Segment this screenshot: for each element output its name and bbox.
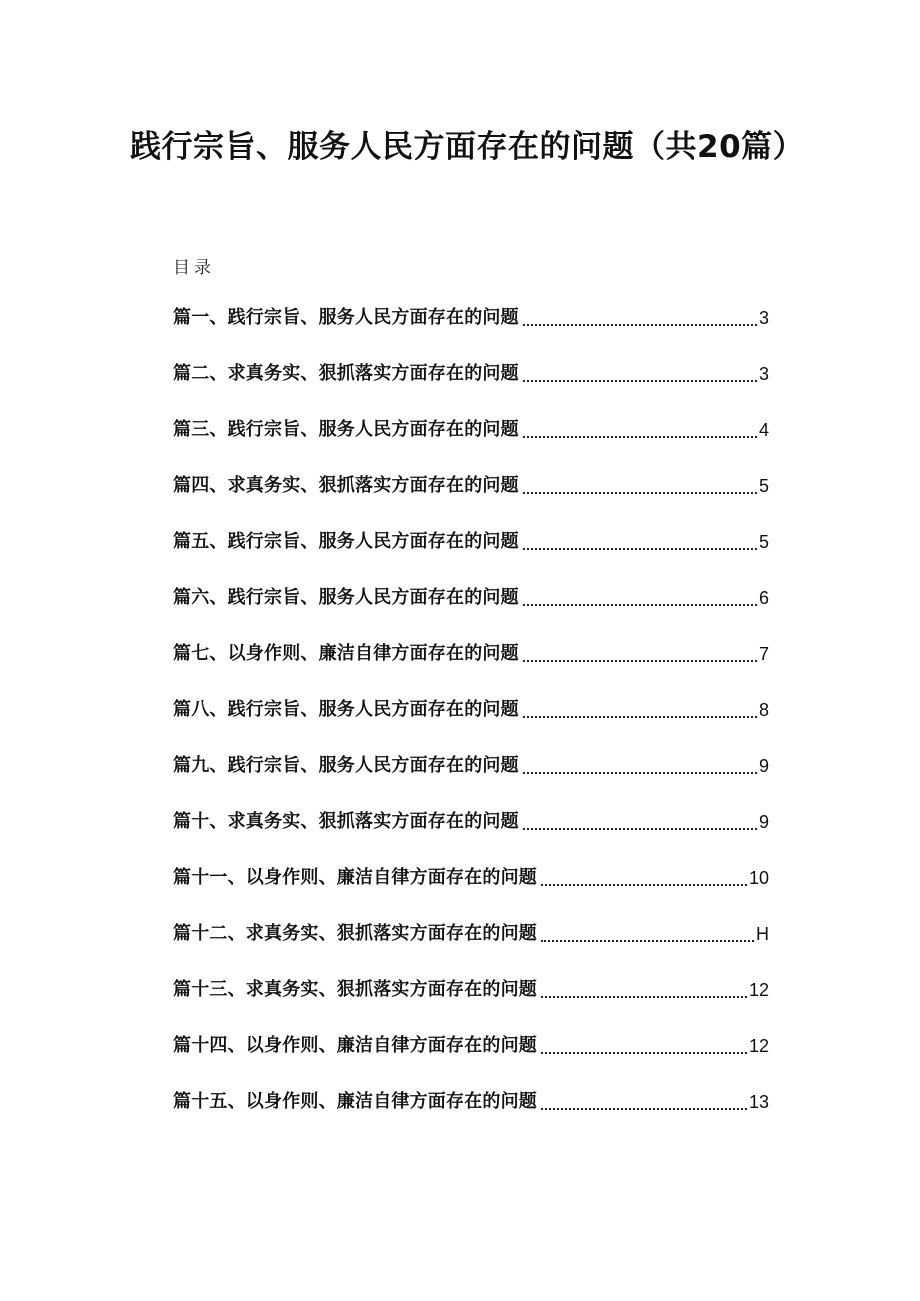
toc-page-number: 12 xyxy=(748,1036,769,1056)
toc-heading: 目录 xyxy=(173,258,215,278)
toc-dot-leader xyxy=(541,864,747,886)
table-of-contents xyxy=(173,304,769,1144)
toc-page-number: 6 xyxy=(758,588,769,608)
toc-entry-11[interactable] xyxy=(173,864,769,920)
toc-entry-label: 篇十三、求真务实、狠抓落实方面存在的问题 xyxy=(173,979,537,1000)
toc-entry-1[interactable] xyxy=(173,304,769,360)
toc-dot-leader xyxy=(523,528,757,550)
toc-entry-label: 篇七、以身作则、廉洁自律方面存在的问题 xyxy=(173,643,519,664)
toc-entry-label: 篇十一、以身作则、廉洁自律方面存在的问题 xyxy=(173,867,537,888)
toc-entry-label: 篇十四、以身作则、廉洁自律方面存在的问题 xyxy=(173,1035,537,1056)
toc-entry-label: 篇三、践行宗旨、服务人民方面存在的问题 xyxy=(173,419,519,440)
toc-entry-label: 篇六、践行宗旨、服务人民方面存在的问题 xyxy=(173,587,519,608)
toc-dot-leader xyxy=(523,584,757,606)
toc-dot-leader xyxy=(523,808,757,830)
toc-entry-label: 篇十、求真务实、狠抓落实方面存在的问题 xyxy=(173,811,519,832)
toc-entry-13[interactable] xyxy=(173,976,769,1032)
toc-entry-10[interactable] xyxy=(173,808,769,864)
toc-page-number: 4 xyxy=(758,420,769,440)
toc-page-number: 13 xyxy=(748,1092,769,1112)
toc-entry-label: 篇二、求真务实、狠抓落实方面存在的问题 xyxy=(173,363,519,384)
toc-dot-leader xyxy=(541,1088,747,1110)
toc-entry-label: 篇九、践行宗旨、服务人民方面存在的问题 xyxy=(173,755,519,776)
toc-page-number: H xyxy=(756,924,769,944)
toc-dot-leader xyxy=(523,640,757,662)
toc-entry-9[interactable] xyxy=(173,752,769,808)
toc-entry-label: 篇四、求真务实、狠抓落实方面存在的问题 xyxy=(173,475,519,496)
document-title: 践行宗旨、服务人民方面存在的问题（共20篇） xyxy=(130,129,805,165)
toc-page-number: 3 xyxy=(758,364,769,384)
toc-dot-leader xyxy=(523,472,757,494)
toc-entry-4[interactable] xyxy=(173,472,769,528)
toc-page-number: 8 xyxy=(758,700,769,720)
toc-entry-2[interactable] xyxy=(173,360,769,416)
toc-dot-leader xyxy=(523,304,757,326)
toc-page-number: 10 xyxy=(748,868,769,888)
toc-dot-leader xyxy=(541,1032,747,1054)
toc-page-number: 9 xyxy=(758,756,769,776)
toc-page-number: 9 xyxy=(758,812,769,832)
toc-entry-8[interactable] xyxy=(173,696,769,752)
toc-entry-label: 篇一、践行宗旨、服务人民方面存在的问题 xyxy=(173,307,519,328)
toc-page-number: 3 xyxy=(758,308,769,328)
toc-dot-leader xyxy=(541,976,747,998)
toc-dot-leader xyxy=(523,416,757,438)
toc-entry-15[interactable] xyxy=(173,1088,769,1144)
toc-dot-leader xyxy=(523,752,757,774)
toc-page-number: 12 xyxy=(748,980,769,1000)
toc-page-number: 5 xyxy=(758,476,769,496)
toc-entry-12[interactable] xyxy=(173,920,769,976)
toc-entry-6[interactable] xyxy=(173,584,769,640)
toc-entry-3[interactable] xyxy=(173,416,769,472)
toc-dot-leader xyxy=(523,360,757,382)
toc-entry-5[interactable] xyxy=(173,528,769,584)
toc-entry-label: 篇十二、求真务实、狠抓落实方面存在的问题 xyxy=(173,923,537,944)
toc-dot-leader xyxy=(523,696,757,718)
toc-entry-14[interactable] xyxy=(173,1032,769,1088)
toc-dot-leader xyxy=(541,920,754,942)
toc-page-number: 7 xyxy=(758,644,769,664)
toc-page-number: 5 xyxy=(758,532,769,552)
toc-entry-7[interactable] xyxy=(173,640,769,696)
toc-entry-label: 篇十五、以身作则、廉洁自律方面存在的问题 xyxy=(173,1091,537,1112)
toc-entry-label: 篇五、践行宗旨、服务人民方面存在的问题 xyxy=(173,531,519,552)
toc-entry-label: 篇八、践行宗旨、服务人民方面存在的问题 xyxy=(173,699,519,720)
